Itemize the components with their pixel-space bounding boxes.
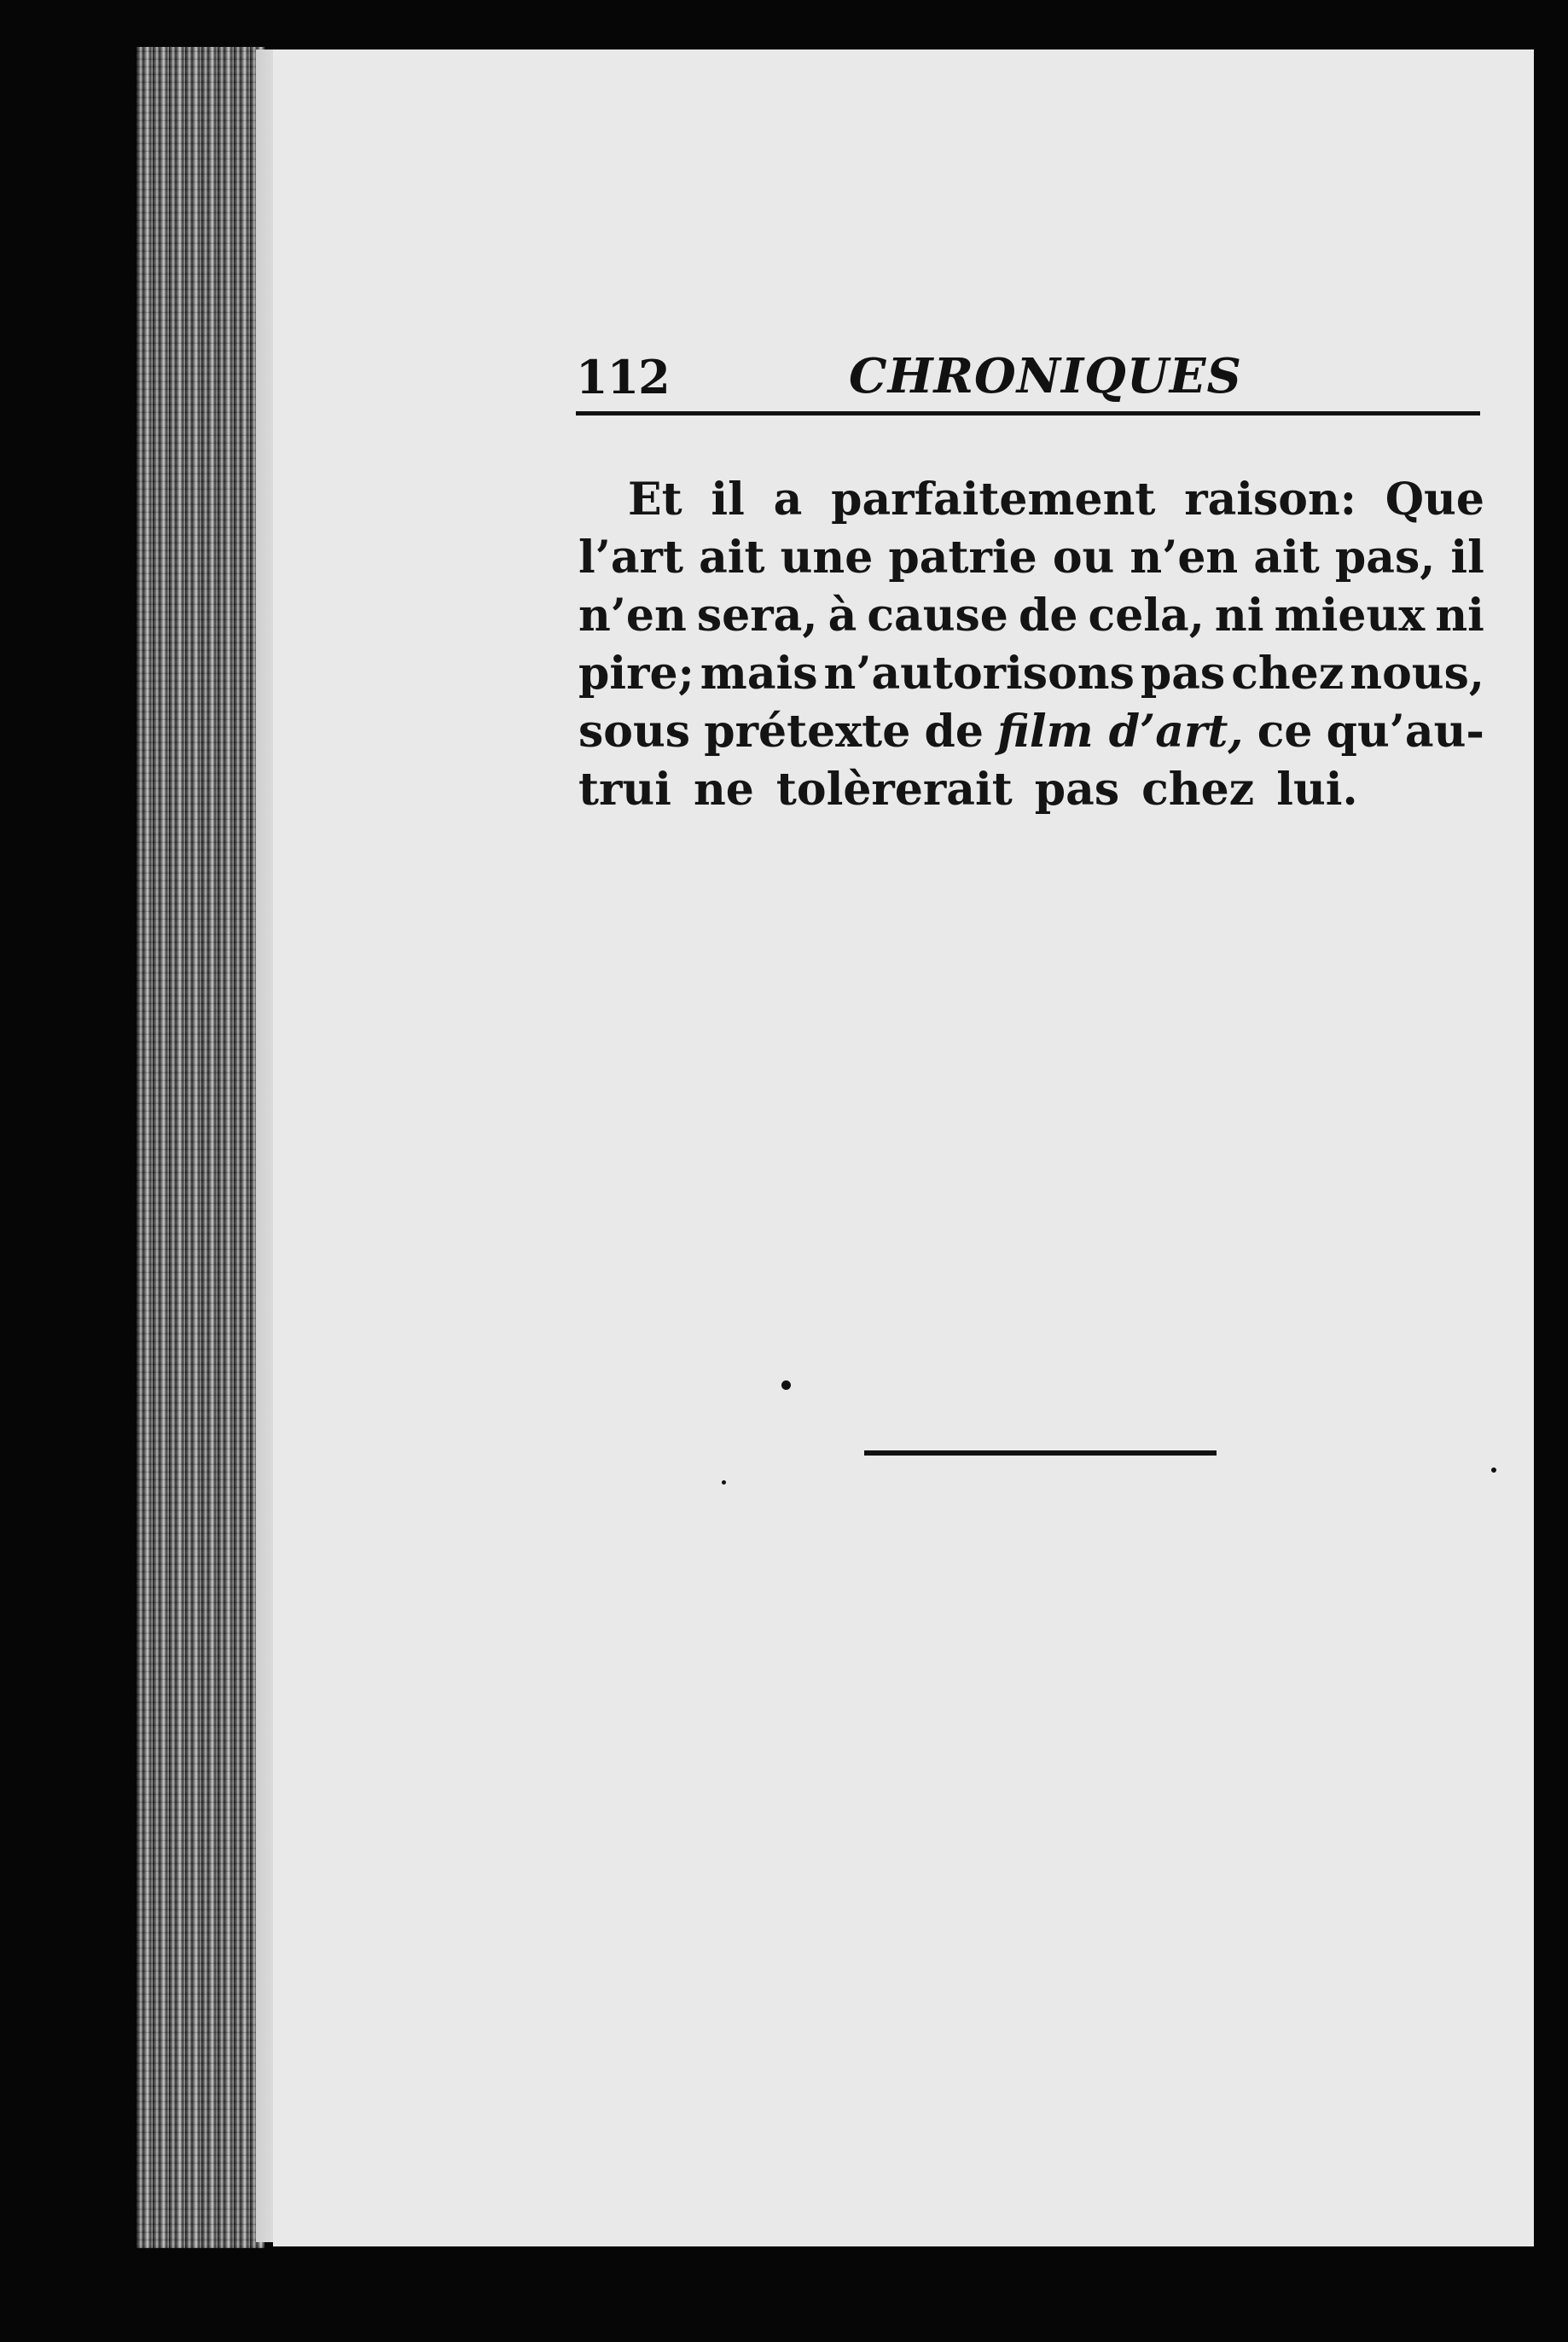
ink-speck [1491,1467,1496,1473]
word: pas [1140,648,1226,700]
word: nous, [1350,648,1484,700]
word: ni [1214,590,1264,642]
word: ou [1052,532,1115,584]
section-end-rule [864,1450,1217,1456]
word: Et [628,474,682,526]
header-rule [576,411,1480,416]
word: pas [1034,764,1120,816]
word: à [828,590,857,642]
word: pire; [578,648,694,700]
body-paragraph [578,471,1484,819]
word: il [711,474,745,526]
word: de [924,706,984,758]
word: il [1450,532,1484,584]
word: prétexte [704,706,911,758]
page-number: 112 [576,350,670,404]
word: de [1018,590,1078,642]
word: ait [699,532,765,584]
word: cause [867,590,1008,642]
text-line [578,761,1484,819]
word: ne [693,764,754,816]
text-line [578,587,1484,645]
word: n’en [1130,532,1239,584]
word: mais [700,648,818,700]
word: Que [1385,474,1484,526]
text-line [578,471,1484,529]
word: une [780,532,874,584]
word: pas, [1334,532,1436,584]
word: tolèrerait [775,764,1013,816]
word: qu’au- [1326,706,1484,758]
ink-speck [781,1380,791,1390]
word: film d’art, [997,706,1244,758]
word: lui. [1276,764,1358,816]
word: patrie [888,532,1037,584]
word: ce [1257,706,1313,758]
word: ni [1435,590,1484,642]
word: chez [1141,764,1255,816]
word: parfaitement [831,474,1156,526]
word: l’art [578,532,683,584]
text-line [578,529,1484,587]
word: chez [1231,648,1344,700]
word: n’en [578,590,687,642]
text-line [578,645,1484,703]
word: mieux [1274,590,1426,642]
ink-speck [722,1480,726,1485]
word: a [773,474,803,526]
word: sous [578,706,691,758]
word: trui [578,764,671,816]
book-page-edges [136,47,264,2248]
running-head [576,341,1480,418]
running-title: CHRONIQUES [849,348,1242,404]
word: ait [1253,532,1320,584]
word: sera, [696,590,818,642]
word: n’autorisons [823,648,1135,700]
text-line [578,703,1484,761]
word: cela, [1088,590,1205,642]
word: raison: [1184,474,1356,526]
